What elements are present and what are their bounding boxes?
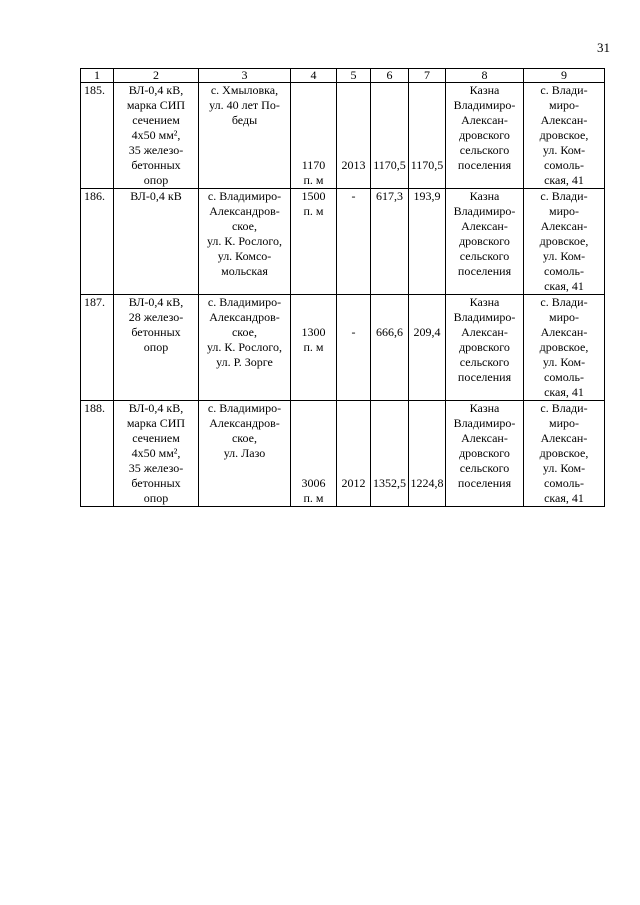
value-col7: 193,9 [409, 189, 446, 295]
value-col7: 209,4 [409, 295, 446, 401]
header-cell-2: 2 [114, 69, 199, 83]
header-cell-4: 4 [291, 69, 337, 83]
owner: Казна Владимиро- Алексан- дровского сельского поселения [446, 83, 524, 189]
object-name: ВЛ-0,4 кВ, 28 железо- бетонных опор [114, 295, 199, 401]
owner-address: с. Влади- миро- Алексан- дровское, ул. Ком- сомоль- ская, 41 [524, 401, 605, 507]
value-col6: 1170,5 [371, 83, 409, 189]
row-number: 188. [81, 401, 114, 507]
object-name: ВЛ-0,4 кВ [114, 189, 199, 295]
owner: Казна Владимиро- Алексан- дровского сельского поселения [446, 295, 524, 401]
header-cell-1: 1 [81, 69, 114, 83]
property-register-table [80, 68, 605, 507]
commission-year: 2012 [337, 401, 371, 507]
header-row [81, 69, 605, 83]
header-cell-5: 5 [337, 69, 371, 83]
header-cell-8: 8 [446, 69, 524, 83]
owner: Казна Владимиро- Алексан- дровского сельского поселения [446, 189, 524, 295]
owner: Казна Владимиро- Алексан- дровского сельского поселения [446, 401, 524, 507]
value-col6: 617,3 [371, 189, 409, 295]
commission-year: - [337, 189, 371, 295]
row-number: 186. [81, 189, 114, 295]
row-number: 185. [81, 83, 114, 189]
commission-year: 2013 [337, 83, 371, 189]
table-row [81, 401, 605, 507]
object-name: ВЛ-0,4 кВ, марка СИП сечением 4х50 мм², 35 железо- бетонных опор [114, 83, 199, 189]
header-cell-9: 9 [524, 69, 605, 83]
header-cell-7: 7 [409, 69, 446, 83]
owner-address: с. Влади- миро- Алексан- дровское, ул. Ком- сомоль- ская, 41 [524, 295, 605, 401]
table-row [81, 189, 605, 295]
table-row [81, 83, 605, 189]
row-number: 187. [81, 295, 114, 401]
page-number: 31 [597, 40, 610, 55]
object-name: ВЛ-0,4 кВ, марка СИП сечением 4х50 мм², 35 железо- бетонных опор [114, 401, 199, 507]
object-length: 1300 п. м [291, 295, 337, 401]
value-col6: 1352,5 [371, 401, 409, 507]
owner-address: с. Влади- миро- Алексан- дровское, ул. Ком- сомоль- ская, 41 [524, 83, 605, 189]
object-length: 3006 п. м [291, 401, 337, 507]
object-length: 1170 п. м [291, 83, 337, 189]
object-address: с. Владимиро- Александров- ское, ул. К. Рослого, ул. Комсо- мольская [199, 189, 291, 295]
header-cell-6: 6 [371, 69, 409, 83]
object-length: 1500 п. м [291, 189, 337, 295]
object-address: с. Хмыловка, ул. 40 лет По- беды [199, 83, 291, 189]
object-address: с. Владимиро- Александров- ское, ул. Лазо [199, 401, 291, 507]
table-row [81, 295, 605, 401]
value-col6: 666,6 [371, 295, 409, 401]
value-col7: 1170,5 [409, 83, 446, 189]
owner-address: с. Влади- миро- Алексан- дровское, ул. Ком- сомоль- ская, 41 [524, 189, 605, 295]
header-cell-3: 3 [199, 69, 291, 83]
value-col7: 1224,8 [409, 401, 446, 507]
commission-year: - [337, 295, 371, 401]
object-address: с. Владимиро- Александров- ское, ул. К. Рослого, ул. Р. Зорге [199, 295, 291, 401]
